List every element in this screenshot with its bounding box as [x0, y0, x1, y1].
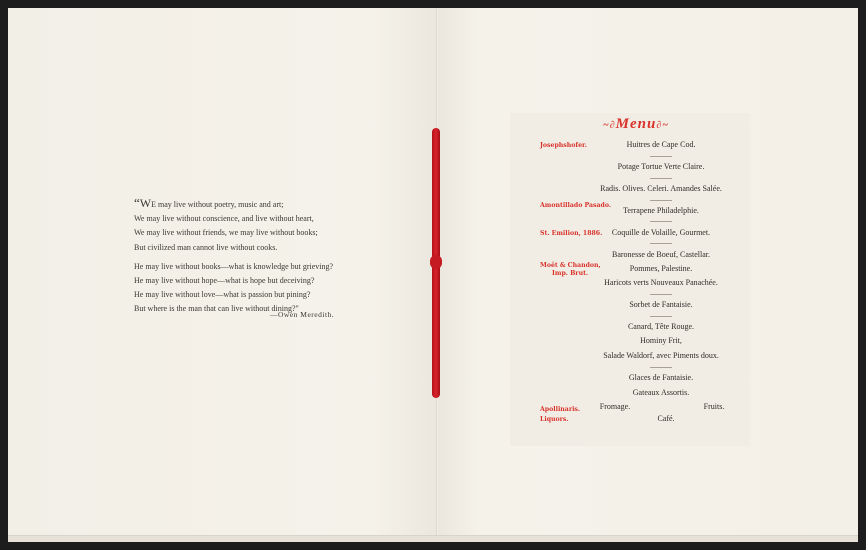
- course-terrapin: Terrapene Philadelphie.: [623, 206, 699, 215]
- course-cakes: Gateaux Assortis.: [632, 388, 690, 397]
- course-salad: Salade Waldorf, avec Piments doux.: [603, 351, 719, 360]
- poem-line: But civilized man cannot live without cooks.: [134, 242, 278, 252]
- wine-apollinaris: Apollinaris.: [540, 406, 581, 413]
- flourish-right-icon: ∂~: [656, 120, 669, 131]
- divider: [650, 316, 672, 317]
- course-coffee: Café.: [657, 414, 675, 423]
- poem-line: He may live without books—what is knowledge but grieving?: [134, 261, 334, 271]
- flourish-left-icon: ~∂: [603, 120, 616, 131]
- course-fruits: Fruits.: [703, 402, 725, 411]
- poem-line: We may live without friends, we may live without books;: [134, 228, 318, 238]
- course-beans: Haricots verts Nouveaux Panachée.: [604, 278, 718, 287]
- poem-line: He may live without hope—what is hope but deceiving?: [134, 276, 315, 286]
- wine-moet-brut: Imp. Brut.: [552, 270, 589, 277]
- menu-title: [586, 116, 686, 133]
- wine-moet: Moët & Chandon,: [540, 262, 601, 269]
- course-soup: Potage Tortue Verte Claire.: [617, 162, 705, 171]
- course-coquille: Coquille de Volaille, Gourmet.: [611, 228, 711, 237]
- course-beef: Baronesse de Boeuf, Castellar.: [612, 250, 710, 259]
- wine-st-emilion: St. Emilion, 1886.: [540, 230, 603, 237]
- menu-title-text: Menu: [615, 116, 657, 132]
- divider: [650, 200, 672, 201]
- poem-line: But where is the man that can live without dining?": [134, 304, 299, 314]
- divider: [650, 221, 672, 222]
- wine-amontillado: Amontillado Pasado.: [540, 202, 611, 209]
- divider: [650, 294, 672, 295]
- poem-line: We may live without conscience, and live without heart,: [134, 214, 314, 224]
- divider: [650, 156, 672, 157]
- poem: [134, 196, 374, 317]
- poem-line: He may live without love—what is passion but pining?: [134, 290, 311, 300]
- course-sorbet: Sorbet de Fantaisie.: [629, 300, 693, 309]
- divider: [650, 243, 672, 244]
- course-ices: Glaces de Fantaisie.: [628, 373, 694, 382]
- drop-letter: W: [139, 196, 152, 210]
- opening-quote: “: [134, 195, 140, 210]
- poem-first-line: E may live without poetry, music and art;: [151, 200, 284, 209]
- course-relishes: Radis. Olives. Celeri. Amandes Salée.: [600, 184, 722, 193]
- divider: [650, 178, 672, 179]
- page-edge: [8, 535, 858, 542]
- ribbon-knot: [430, 255, 442, 269]
- course-oysters: Huitres de Cape Cod.: [626, 140, 696, 149]
- wine-josephshofer: Josephshofer.: [540, 142, 587, 149]
- course-potatoes: Pommes, Palestine.: [629, 264, 693, 273]
- poem-attribution: —Owen Meredith.: [270, 310, 335, 319]
- course-cheese: Fromage.: [599, 402, 631, 411]
- wine-liquors: Liquors.: [540, 416, 569, 423]
- course-hominy: Hominy Frit,: [640, 336, 682, 345]
- poem-line: [134, 196, 374, 212]
- course-duck: Canard, Tête Rouge.: [627, 322, 695, 331]
- divider: [650, 367, 672, 368]
